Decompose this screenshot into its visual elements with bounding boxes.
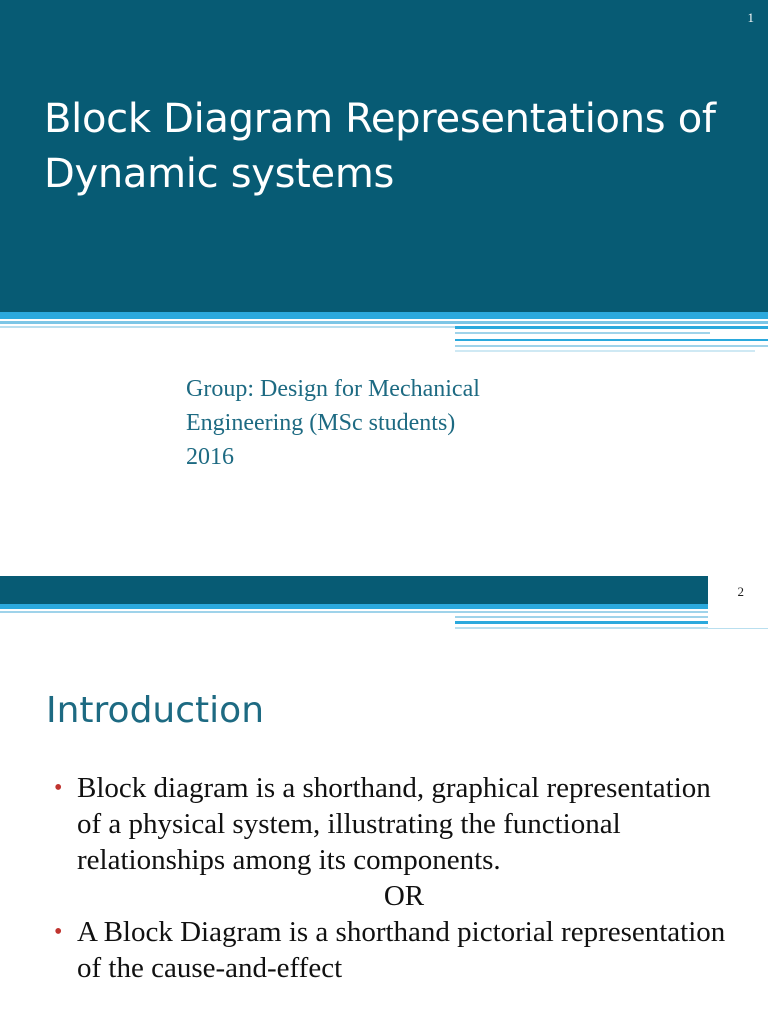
subtitle-line: 2016 [186,444,234,470]
header-banner [0,576,768,604]
bullet-dot-icon: • [54,919,63,945]
slide-number: 2 [737,584,744,599]
slide-2 [0,576,768,1024]
bullet-text: Block diagram is a shorthand, graphical representation of a physical system, illustrating the functional relationships among its components. [77,772,711,876]
slide-number: 1 [747,10,754,25]
bullet-dot-icon: • [54,775,63,801]
bullet-text: A Block Diagram is a shorthand pictorial representation of the cause-and-effect [77,916,726,984]
bullet-item [54,770,734,878]
bullet-item [54,914,734,986]
bullet-list [54,770,734,986]
slide-heading: Introduction [46,690,265,731]
subtitle-line: Engineering (MSc students) [186,410,456,436]
accent-stripes [0,312,768,360]
accent-stripes [0,604,768,632]
slide-title: Block Diagram Representations of Dynamic systems [44,96,716,197]
slide-subtitle [186,372,746,474]
subtitle-line: Group: Design for Mechanical [186,376,480,402]
or-separator: OR [383,880,425,912]
